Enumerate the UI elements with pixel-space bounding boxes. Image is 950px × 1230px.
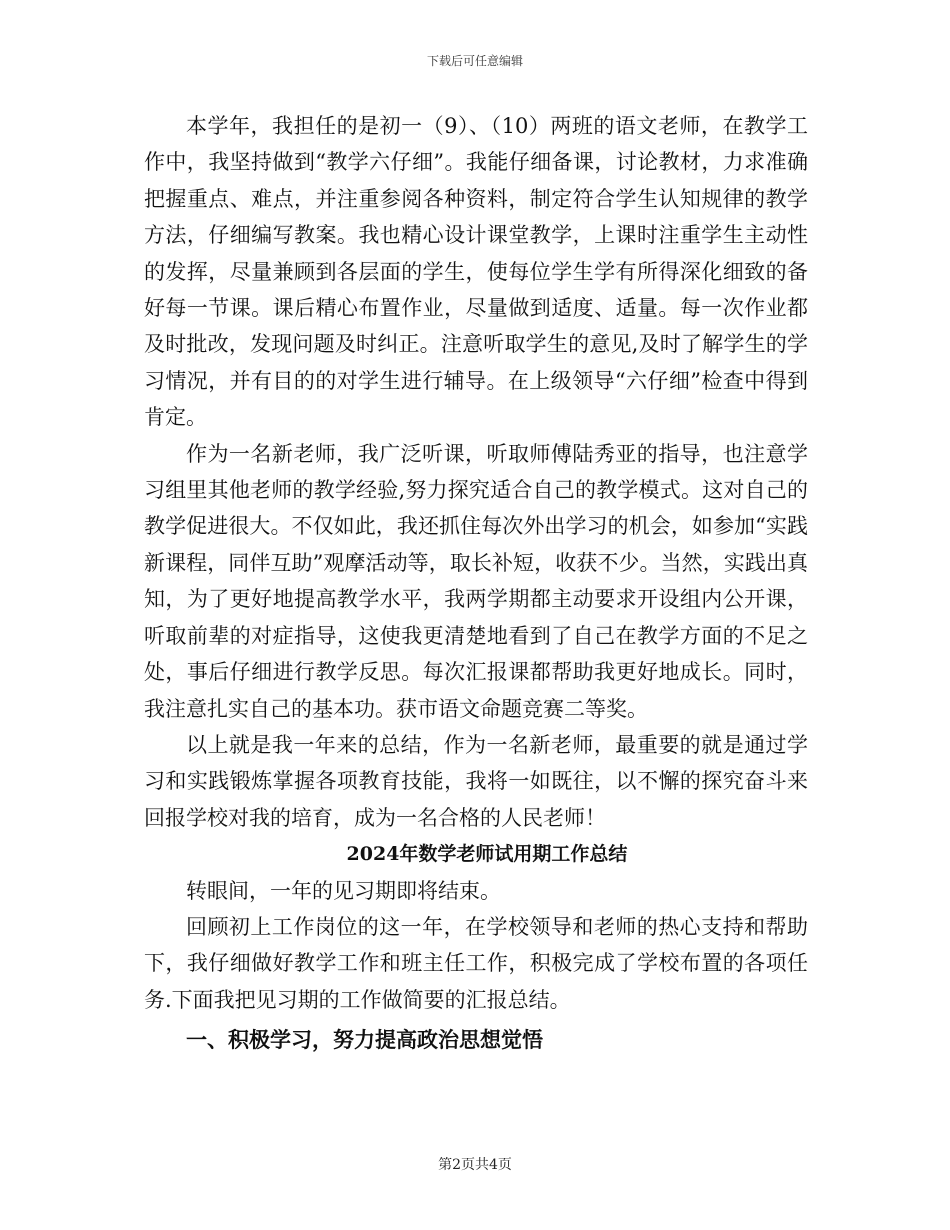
paragraph-review: 回顾初上工作岗位的这一年，在学校领导和老师的热心支持和帮助下，我仔细做好教学工作和班主任工作，积极完成了学校布置的各项任务.下面我把见习期的工作做简要的汇报总结。 (144, 914, 808, 1012)
page-footer: 第2页共4页 (438, 1157, 512, 1173)
paragraph-conclusion: 以上就是我一年来的总结，作为一名新老师，最重要的就是通过学习和实践锻炼掌握各项教育技能，我将一如既往，以不懈的探究奋斗来回报学校对我的培育，成为一名合格的人民老师！ (144, 732, 808, 830)
paragraph-intro: 转眼间，一年的见习期即将结束。 (186, 878, 501, 903)
paragraph-teaching-work: 本学年，我担任的是初一（9）、（10）两班的语文老师，在教学工作中，我坚持做到“教学六仔细”。我能仔细备课，讨论教材，力求准确把握重点、难点，并注重参阅各种资料，制定符合学生认知规律的教学方法，仔细编写教案。我也精心设计课堂教学，上课时注重学生主动性的发挥，尽量兼顾到各层面的学生，使每位学生学有所得深化细致的备好每一节课。课后精心布置作业，尽量做到适度、适量。每一次作业都及时批改，发现问题及时纠正。注意听取学生的意见,及时了解学生的学习情况，并有目的的对学生进行辅导。在上级领导“六仔细”检查中得到肯定。 (144, 114, 808, 430)
section-heading: 一、积极学习，努力提高政治思想觉悟 (186, 1027, 543, 1053)
document-body (144, 108, 808, 1059)
page-header: 下载后可任意编辑 (426, 54, 523, 68)
section-title: 2024年数学老师试用期工作总结 (346, 843, 628, 866)
paragraph-new-teacher: 作为一名新老师，我广泛听课，听取师傅陆秀亚的指导，也注意学习组里其他老师的教学经验,努力探究适合自己的教学模式。这对自己的教学促进很大。不仅如此，我还抓住每次外出学习的机会，如参加“实践新课程，同伴互助”观摩活动等，取长补短，收获不少。当然，实践出真知，为了更好地提高教学水平，我两学期都主动要求开设组内公开课，听取前辈的对症指导，这使我更清楚地看到了自己在教学方面的不足之处，事后仔细进行教学反思。每次汇报课都帮助我更好地成长。同时，我注意扎实自己的基本功。获市语文命题竞赛二等奖。 (144, 441, 808, 721)
